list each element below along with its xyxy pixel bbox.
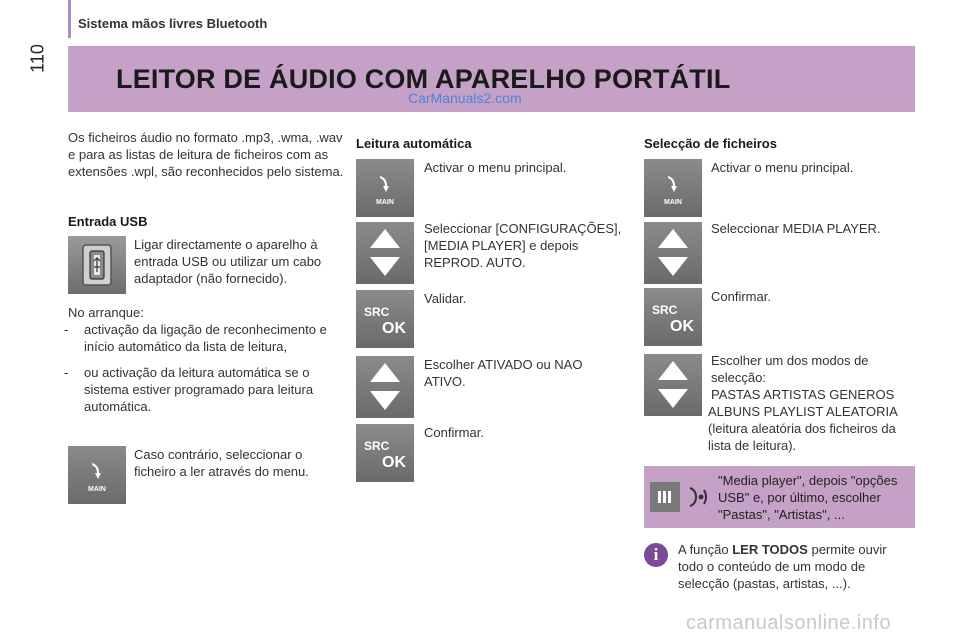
header-accent-bar	[68, 0, 71, 38]
src-ok-button-icon	[356, 290, 414, 348]
info-icon: i	[644, 543, 668, 567]
main-button-icon	[68, 446, 126, 504]
info-note-line1: A função LER TODOS permite ouvir todo o conteúdo de um modo de selecção (pastas, artistas, ...).	[678, 542, 887, 591]
list-item: - ou activação da leitura automática se o sistema estiver programado para leitura automática.	[64, 365, 314, 414]
arrow-up-down-icon	[356, 222, 414, 284]
page-number: 110	[27, 44, 48, 73]
step-text: Escolher um dos modos de selecção:	[711, 353, 869, 385]
src-ok-button-icon	[356, 424, 414, 482]
page-title: LEITOR DE ÁUDIO COM APARELHO PORTÁTIL	[116, 64, 731, 94]
section-title: Sistema mãos livres Bluetooth	[78, 16, 268, 31]
arrow-down-icon	[658, 257, 688, 276]
info-bold-term: LER TODOS	[732, 542, 808, 557]
step-text: Seleccionar MEDIA PLAYER.	[711, 221, 881, 236]
svg-text:OK: OK	[382, 454, 406, 471]
svg-text:SRC: SRC	[364, 439, 390, 453]
main-button-icon	[356, 159, 414, 217]
otherwise-text: Caso contrário, seleccionar o ficheiro a ler através do menu.	[134, 447, 309, 479]
usb-heading: Entrada USB	[68, 214, 148, 229]
main-button-icon	[644, 159, 702, 217]
arrow-down-icon	[370, 391, 400, 410]
tip-text: "Media player", depois "opções USB" e, por último, escolher "Pastas", "Artistas", ...	[718, 473, 898, 522]
step-text: Activar o menu principal.	[711, 160, 854, 175]
src-ok-button-icon	[644, 288, 702, 346]
step-text: Confirmar.	[711, 289, 771, 304]
step-text: Confirmar.	[424, 425, 484, 440]
svg-text:OK: OK	[670, 318, 694, 335]
arrow-up-down-icon	[644, 354, 702, 416]
mode-options-line1: PASTAS ARTISTAS GENEROS	[711, 387, 895, 402]
svg-text:MAIN: MAIN	[376, 199, 394, 206]
voice-command-icon	[686, 480, 710, 514]
list-item: - activação da ligação de reconhecimento e início automático da lista de leitura,	[64, 322, 327, 354]
arrow-up-down-icon	[356, 356, 414, 418]
usb-port-icon	[68, 236, 126, 294]
auto-play-heading: Leitura automática	[356, 136, 472, 151]
startup-list	[62, 321, 352, 415]
svg-text:MAIN: MAIN	[664, 199, 682, 206]
mode-options-line2: ALBUNS PLAYLIST ALEATORIA	[708, 404, 898, 419]
arrow-down-icon	[370, 257, 400, 276]
steering-wheel-button-icon	[650, 482, 680, 512]
step-text: Validar.	[424, 291, 467, 306]
voice-tip-box	[644, 466, 915, 528]
step-text: Escolher ATIVADO ou NAO ATIVO.	[424, 357, 583, 389]
svg-text:SRC: SRC	[364, 305, 390, 319]
intro-text: Os ficheiros áudio no formato .mp3, .wma, .wav e para as listas de leitura de ficheiros com as extensões .wpl, são reconhecidos pelo sistema.	[68, 130, 344, 179]
watermark-link[interactable]: CarManuals2.com	[408, 90, 522, 106]
arrow-up-icon	[370, 363, 400, 382]
svg-text:SRC: SRC	[652, 303, 678, 317]
step-text: Seleccionar [CONFIGURAÇÕES], [MEDIA PLAYER] e depois REPROD. AUTO.	[424, 221, 622, 270]
title-banner	[68, 46, 915, 112]
random-note: (leitura aleatória dos ficheiros da lista de leitura).	[708, 421, 896, 453]
arrow-down-icon	[658, 389, 688, 408]
step-text: Activar o menu principal.	[424, 160, 567, 175]
startup-label: No arranque:	[68, 305, 144, 320]
arrow-up-icon	[370, 229, 400, 248]
arrow-up-down-icon	[644, 222, 702, 284]
footer-watermark: carmanualsonline.info	[686, 612, 892, 634]
arrow-up-icon	[658, 229, 688, 248]
file-selection-heading: Selecção de ficheiros	[644, 136, 777, 151]
svg-text:OK: OK	[382, 320, 406, 337]
usb-text: Ligar directamente o aparelho à entrada USB ou utilizar um cabo adaptador (não fornecido).	[134, 237, 322, 286]
arrow-up-icon	[658, 361, 688, 380]
svg-text:MAIN: MAIN	[88, 486, 106, 493]
